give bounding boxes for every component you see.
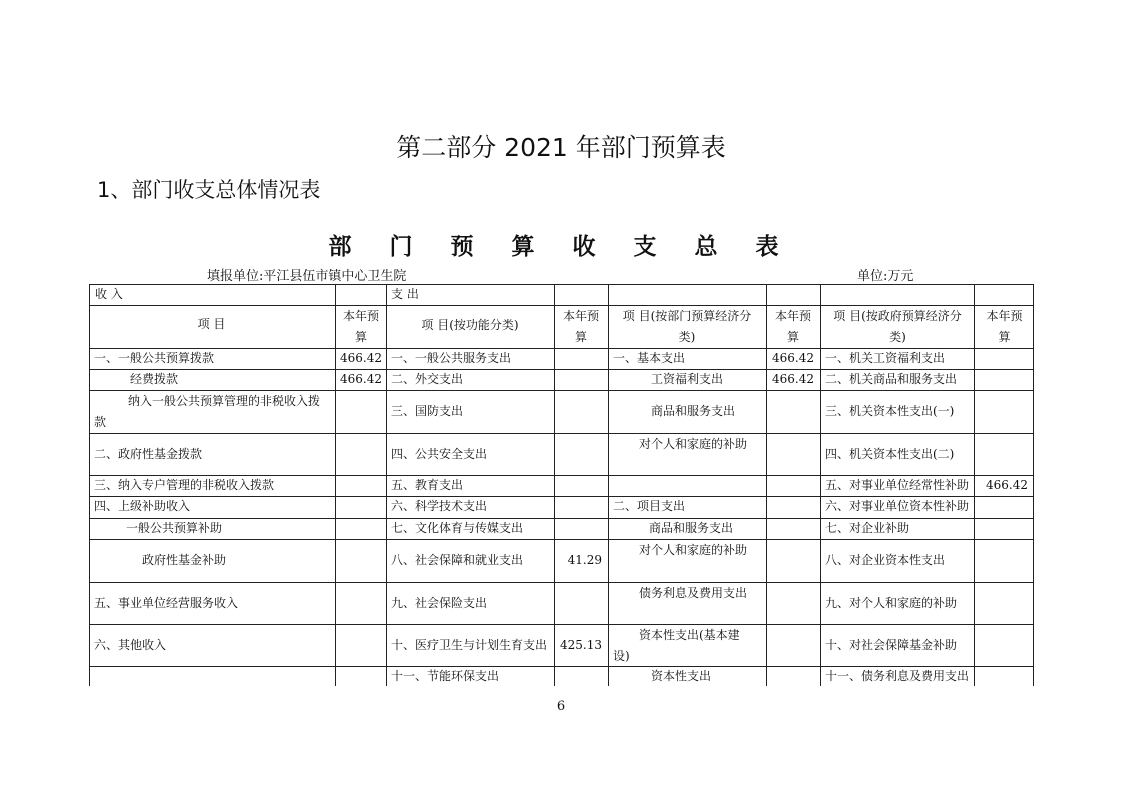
table-cell: 四、公共安全支出: [391, 446, 488, 461]
table-cell: [336, 475, 385, 496]
table-cell: 七、对企业补助: [825, 521, 910, 535]
table-cell: 一、一般公共服务支出: [391, 351, 512, 365]
table-cell: 四、上级补助收入: [94, 499, 191, 513]
table-cell: 商品和服务支出: [649, 521, 734, 535]
table-cell: [975, 593, 1033, 614]
header-budget-gov: 本年预算: [986, 309, 1023, 344]
table-cell: 二、项目支出: [613, 499, 686, 513]
grid-line: [89, 539, 1034, 540]
table-cell: 债务利息及费用支出: [639, 586, 748, 600]
table-cell: [555, 666, 607, 686]
header-by-function: 项 目(按功能分类): [421, 318, 519, 332]
header-income-group: 收 入: [95, 287, 123, 301]
table-cell: 六、其他收入: [94, 637, 167, 652]
table-cell: [336, 666, 385, 686]
grid-line: [89, 390, 1034, 391]
table-cell: 一、基本支出: [613, 351, 686, 365]
grid-line: [608, 284, 609, 686]
table-cell: [767, 518, 819, 539]
table-cell: [767, 635, 819, 656]
table-title: 部 门 预 算 收 支 总 表: [328, 234, 794, 260]
grid-line: [554, 284, 555, 686]
header-expense-group: 支 出: [391, 287, 419, 301]
grid-line: [89, 518, 1034, 519]
grid-line: [89, 666, 1034, 667]
grid-line: [89, 348, 1034, 349]
table-cell: [767, 550, 819, 571]
table-cell: 五、对事业单位经常性补助: [825, 478, 970, 492]
table-cell: [767, 593, 819, 614]
table-cell: [767, 444, 819, 465]
table-cell: [555, 518, 607, 539]
table-cell: 466.42: [772, 351, 814, 365]
header-budget-dept: 本年预算: [774, 309, 811, 344]
grid-line: [1033, 284, 1034, 686]
table-cell: 十一、节能环保支出: [391, 669, 500, 683]
table-cell: [336, 518, 385, 539]
table-cell: [767, 666, 819, 686]
budget-summary-table: [89, 284, 1034, 686]
table-cell: 十、对社会保障基金补助: [825, 637, 958, 652]
table-cell: [555, 444, 607, 465]
table-cell: 466.42: [340, 372, 382, 386]
fill-unit-label: 填报单位:平江县伍市镇中心卫生院: [207, 269, 407, 284]
table-cell: 工资福利支出: [651, 372, 724, 386]
grid-line: [89, 284, 90, 686]
table-cell: 二、外交支出: [391, 372, 464, 386]
table-cell: 对个人和家庭的补助: [639, 437, 748, 451]
table-cell: 九、社会保险支出: [391, 595, 488, 610]
page-number: 6: [556, 699, 566, 714]
table-cell: [975, 635, 1033, 656]
table-cell: 政府性基金补助: [142, 553, 227, 567]
table-cell: 五、事业单位经营服务收入: [94, 595, 239, 610]
table-cell: 资本性支出: [651, 669, 712, 683]
table-cell: 三、纳入专户管理的非税收入拨款: [94, 478, 275, 492]
table-cell: [975, 444, 1033, 465]
table-cell: [975, 348, 1033, 369]
grid-line: [89, 475, 1034, 476]
table-cell: [767, 401, 819, 422]
section-subtitle: 1、部门收支总体情况表: [97, 178, 321, 202]
table-cell: 一、机关工资福利支出: [825, 351, 946, 365]
header-by-dept-econ: 项 目(按部门预算经济分类): [622, 309, 752, 344]
table-cell: 一、一般公共预算拨款: [94, 351, 215, 365]
grid-line: [386, 284, 387, 686]
header-by-gov-econ: 项 目(按政府预算经济分类): [833, 309, 962, 344]
table-cell: [90, 666, 334, 686]
header-budget-income: 本年预算: [342, 309, 379, 344]
table-cell: [555, 496, 607, 518]
table-cell: 商品和服务支出: [651, 404, 736, 418]
table-cell: 八、对企业资本性支出: [825, 553, 946, 567]
table-cell: [609, 475, 765, 496]
table-cell: 466.42: [986, 478, 1028, 492]
table-cell: 资本性支出(基本建设): [613, 628, 740, 663]
table-cell: 三、国防支出: [391, 404, 464, 418]
grid-line: [766, 284, 767, 686]
table-cell: [555, 369, 607, 390]
header-item: 项 目: [197, 317, 226, 331]
table-cell: 十、医疗卫生与计划生育支出: [391, 637, 548, 652]
table-cell: 六、科学技术支出: [391, 499, 488, 513]
grid-line: [974, 284, 975, 686]
header-budget-function: 本年预算: [562, 309, 599, 344]
table-cell: 八、社会保障和就业支出: [391, 553, 524, 567]
table-cell: 对个人和家庭的补助: [639, 543, 748, 557]
page-title: 第二部分 2021 年部门预算表: [396, 133, 726, 162]
table-cell: 九、对个人和家庭的补助: [825, 595, 958, 610]
table-cell: [975, 518, 1033, 539]
table-cell: 五、教育支出: [391, 478, 464, 492]
grid-line: [89, 433, 1034, 434]
table-cell: [336, 444, 385, 465]
grid-line: [89, 582, 1034, 583]
grid-line: [89, 624, 1034, 625]
grid-line: [820, 284, 821, 686]
table-cell: [336, 593, 385, 614]
table-cell: [555, 475, 607, 496]
unit-label: 单位:万元: [857, 269, 914, 284]
table-cell: [555, 593, 607, 614]
table-cell: [555, 401, 607, 422]
table-cell: [975, 666, 1033, 686]
table-cell: [555, 348, 607, 369]
table-cell: 一般公共预算补助: [126, 521, 223, 535]
table-cell: [336, 401, 385, 422]
table-cell: [975, 550, 1033, 571]
table-cell: [975, 401, 1033, 422]
table-cell: 十一、债务利息及费用支出: [825, 669, 970, 683]
table-cell: 三、机关资本性支出(一): [825, 404, 955, 418]
grid-line: [335, 284, 336, 686]
table-cell: 经费拨款: [130, 372, 179, 386]
table-cell: 四、机关资本性支出(二): [825, 446, 955, 461]
grid-line: [89, 369, 1034, 370]
table-cell: [975, 369, 1033, 390]
grid-line: [89, 305, 1034, 306]
table-cell: 466.42: [340, 351, 382, 365]
table-cell: [336, 550, 385, 571]
grid-line: [89, 496, 1034, 497]
grid-line: [89, 284, 1034, 285]
table-cell: 七、文化体育与传媒支出: [391, 521, 524, 535]
table-cell: 纳入一般公共预算管理的非税收入拨款: [94, 394, 321, 429]
table-cell: 425.13: [560, 637, 602, 652]
table-cell: [336, 635, 385, 656]
table-cell: [336, 496, 385, 518]
table-cell: [767, 475, 819, 496]
table-cell: 六、对事业单位资本性补助: [825, 499, 970, 513]
table-cell: 二、机关商品和服务支出: [825, 372, 958, 386]
table-cell: 466.42: [772, 372, 814, 386]
table-cell: 二、政府性基金拨款: [94, 446, 203, 461]
table-cell: 41.29: [567, 553, 602, 567]
table-cell: [975, 496, 1033, 518]
table-cell: [767, 496, 819, 518]
